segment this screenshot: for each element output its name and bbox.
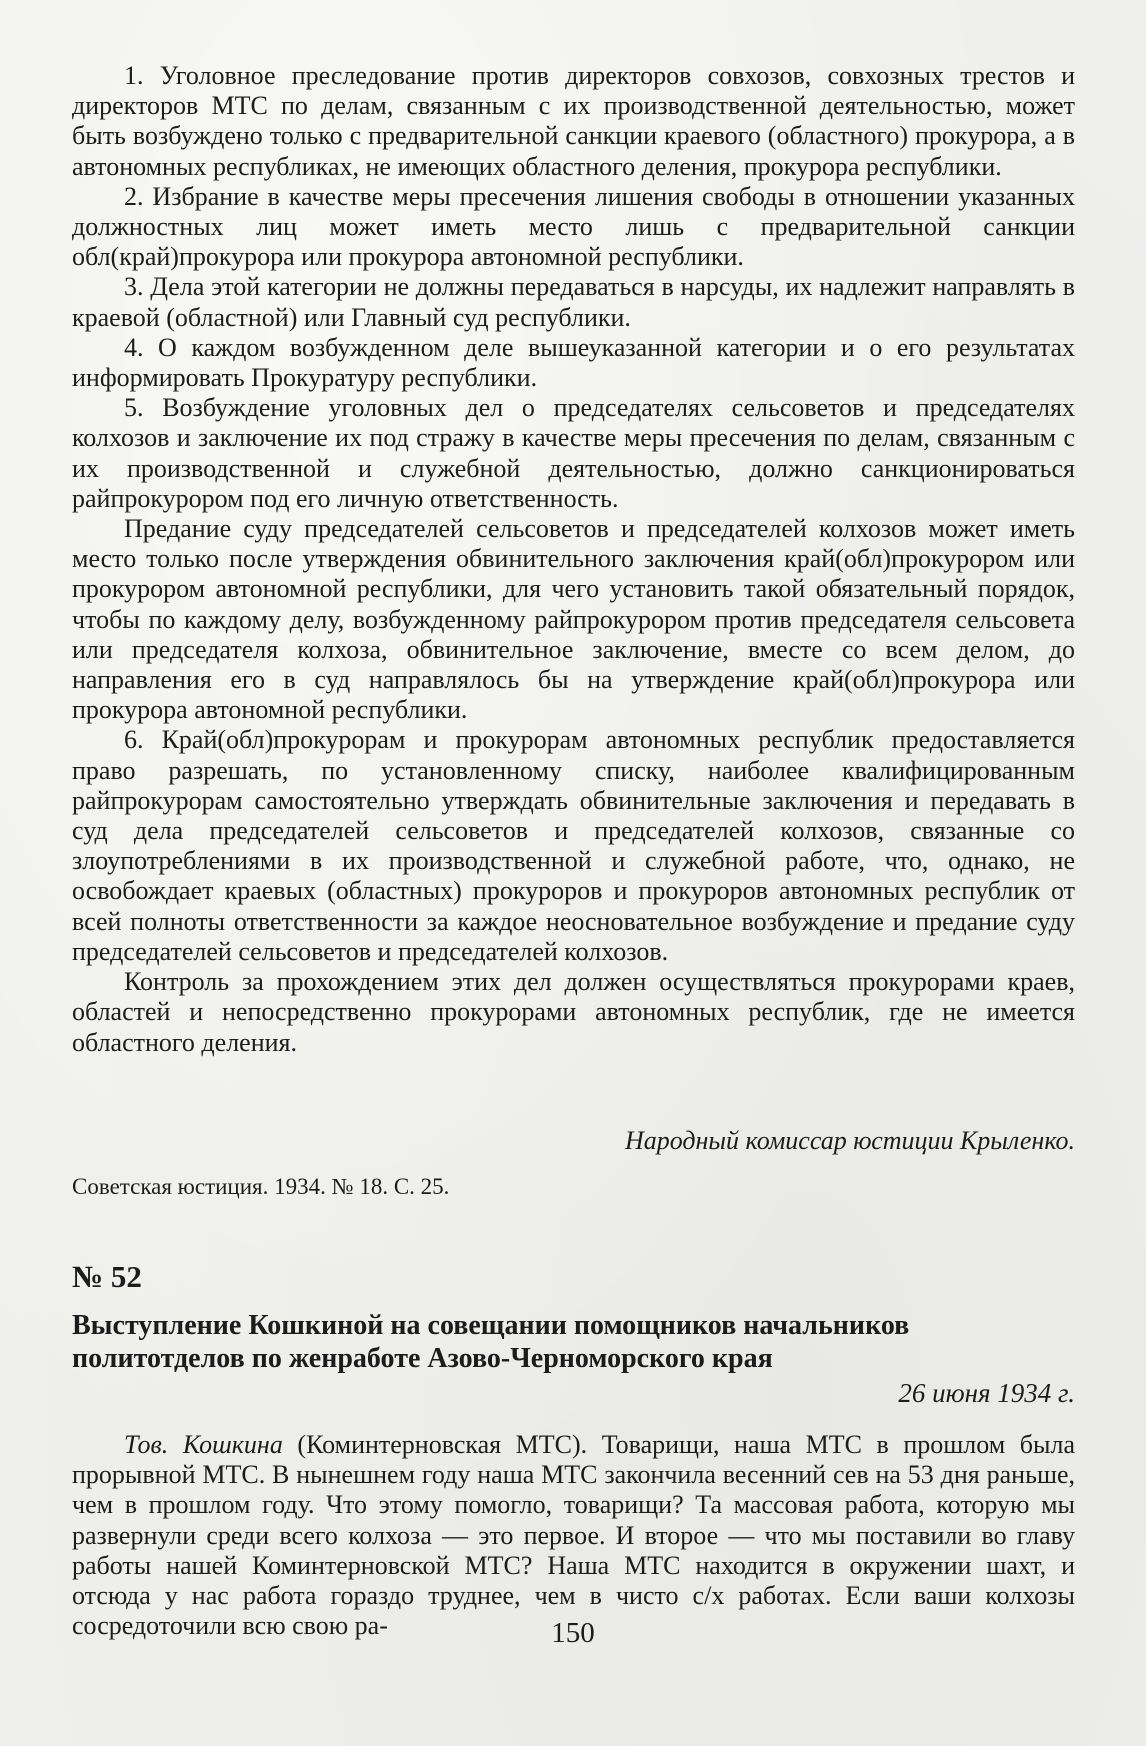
- document-date: 26 июня 1934 г.: [898, 1378, 1075, 1408]
- source-block: [72, 1172, 1075, 1202]
- document-title-block: [72, 1309, 1075, 1375]
- signature: Народный комиссар юстиции Крыленко.: [624, 1126, 1075, 1155]
- paragraph-3: 3. Дела этой категории не должны передаваться в нарсуды, их надлежит направлять в краевой (областной) или Главный суд республики.: [72, 272, 1075, 332]
- speech-text: (Коминтерновская МТС). Товарищи, наша МТС в прошлом была прорывной МТС. В нынешнем году наша МТС закончила весенний сев на 53 дня раньше, чем в прошлом году. Что этому помогло, товарищи? Та массовая работа, которую мы развернули среди всего колхоза — это первое. И второе — что мы поставили во главу работы нашей Коминтерновской МТС? Наша МТС находится в окружении шахт, и отсюда у нас работа гораздо труднее, чем в чисто с/х работах. Если ваши колхозы сосредоточили всю свою ра-: [72, 1430, 1075, 1641]
- page-number: 150: [551, 1617, 595, 1649]
- document-header: [72, 1259, 1075, 1294]
- paragraph-5: 5. Возбуждение уголовных дел о председателях сельсоветов и председателях колхозов и заключение их под стражу в качестве меры пресечения по делам, связанным с их производственной и служебной деятельностью, должно санкционироваться райпрокурором под его личную ответственность.: [72, 393, 1075, 513]
- paragraph-6: 6. Край(обл)прокурорам и прокурорам автономных республик предоставляется право разрешать, по установленному списку, наиболее квалифицированным райпрокурорам самостоятельно утверждать обвинительные заключения и передавать в суд дела председателей сельсоветов и председателей колхозов, связанные со злоупотреблениями в их производственной и служебной работе, что, однако, не освобождает краевых (областных) прокуроров и прокуроров автономных республик от всей полноты ответственности за каждое неосновательное возбуждение и предание суду председателей сельсоветов и председателей колхозов.: [72, 725, 1075, 966]
- document-number: № 52: [72, 1259, 142, 1294]
- paragraph-1: 1. Уголовное преследование против директоров совхозов, совхозных трестов и директоров МТС по делам, связанным с их производственной деятельностью, может быть возбуждено только с предварительной санкции краевого (областного) прокурора, а в автономных республиках, не имеющих областного деления, прокурора республики.: [72, 61, 1075, 181]
- signature-block: [72, 1126, 1075, 1156]
- paragraph-4: 4. О каждом возбужденном деле вышеуказанной категории и о его результатах информировать Прокуратуру республики.: [72, 332, 1075, 393]
- document-title: Выступление Кошкиной на совещании помощников начальников политотделов по женработе Азово-Черноморского края: [72, 1310, 910, 1374]
- decree-text: [72, 61, 1075, 1058]
- document-date-block: [72, 1378, 1075, 1408]
- paragraph-control: Контроль за прохождением этих дел должен осуществляться прокурорами краев, областей и непосредственно прокурорами автономных республик, где не имеется областного деления.: [72, 967, 1075, 1057]
- paragraph-5-continued: Предание суду председателей сельсоветов и председателей колхозов может иметь место только после утверждения обвинительного заключения край(обл)прокурором или прокурором автономной республики, для чего установить такой обязательный порядок, чтобы по каждому делу, возбужденному райпрокурором против председателя сельсовета или председателя колхоза, обвинительное заключение, вместе со всем делом, до направления его в суд направлялось бы на утверждение край(обл)прокурора или прокурора автономной республики.: [72, 514, 1075, 725]
- source-citation: Советская юстиция. 1934. № 18. С. 25.: [72, 1174, 450, 1199]
- speaker-name: Тов. Кошкина: [124, 1430, 283, 1459]
- paragraph-2: 2. Избрание в качестве меры пресечения лишения свободы в отношении указанных должностных лиц может иметь место лишь с предварительной санкции обл(край)прокурора или прокурора автономной республики.: [72, 181, 1075, 272]
- speech-block: [72, 1430, 1075, 1641]
- speech-paragraph: [72, 1430, 1075, 1641]
